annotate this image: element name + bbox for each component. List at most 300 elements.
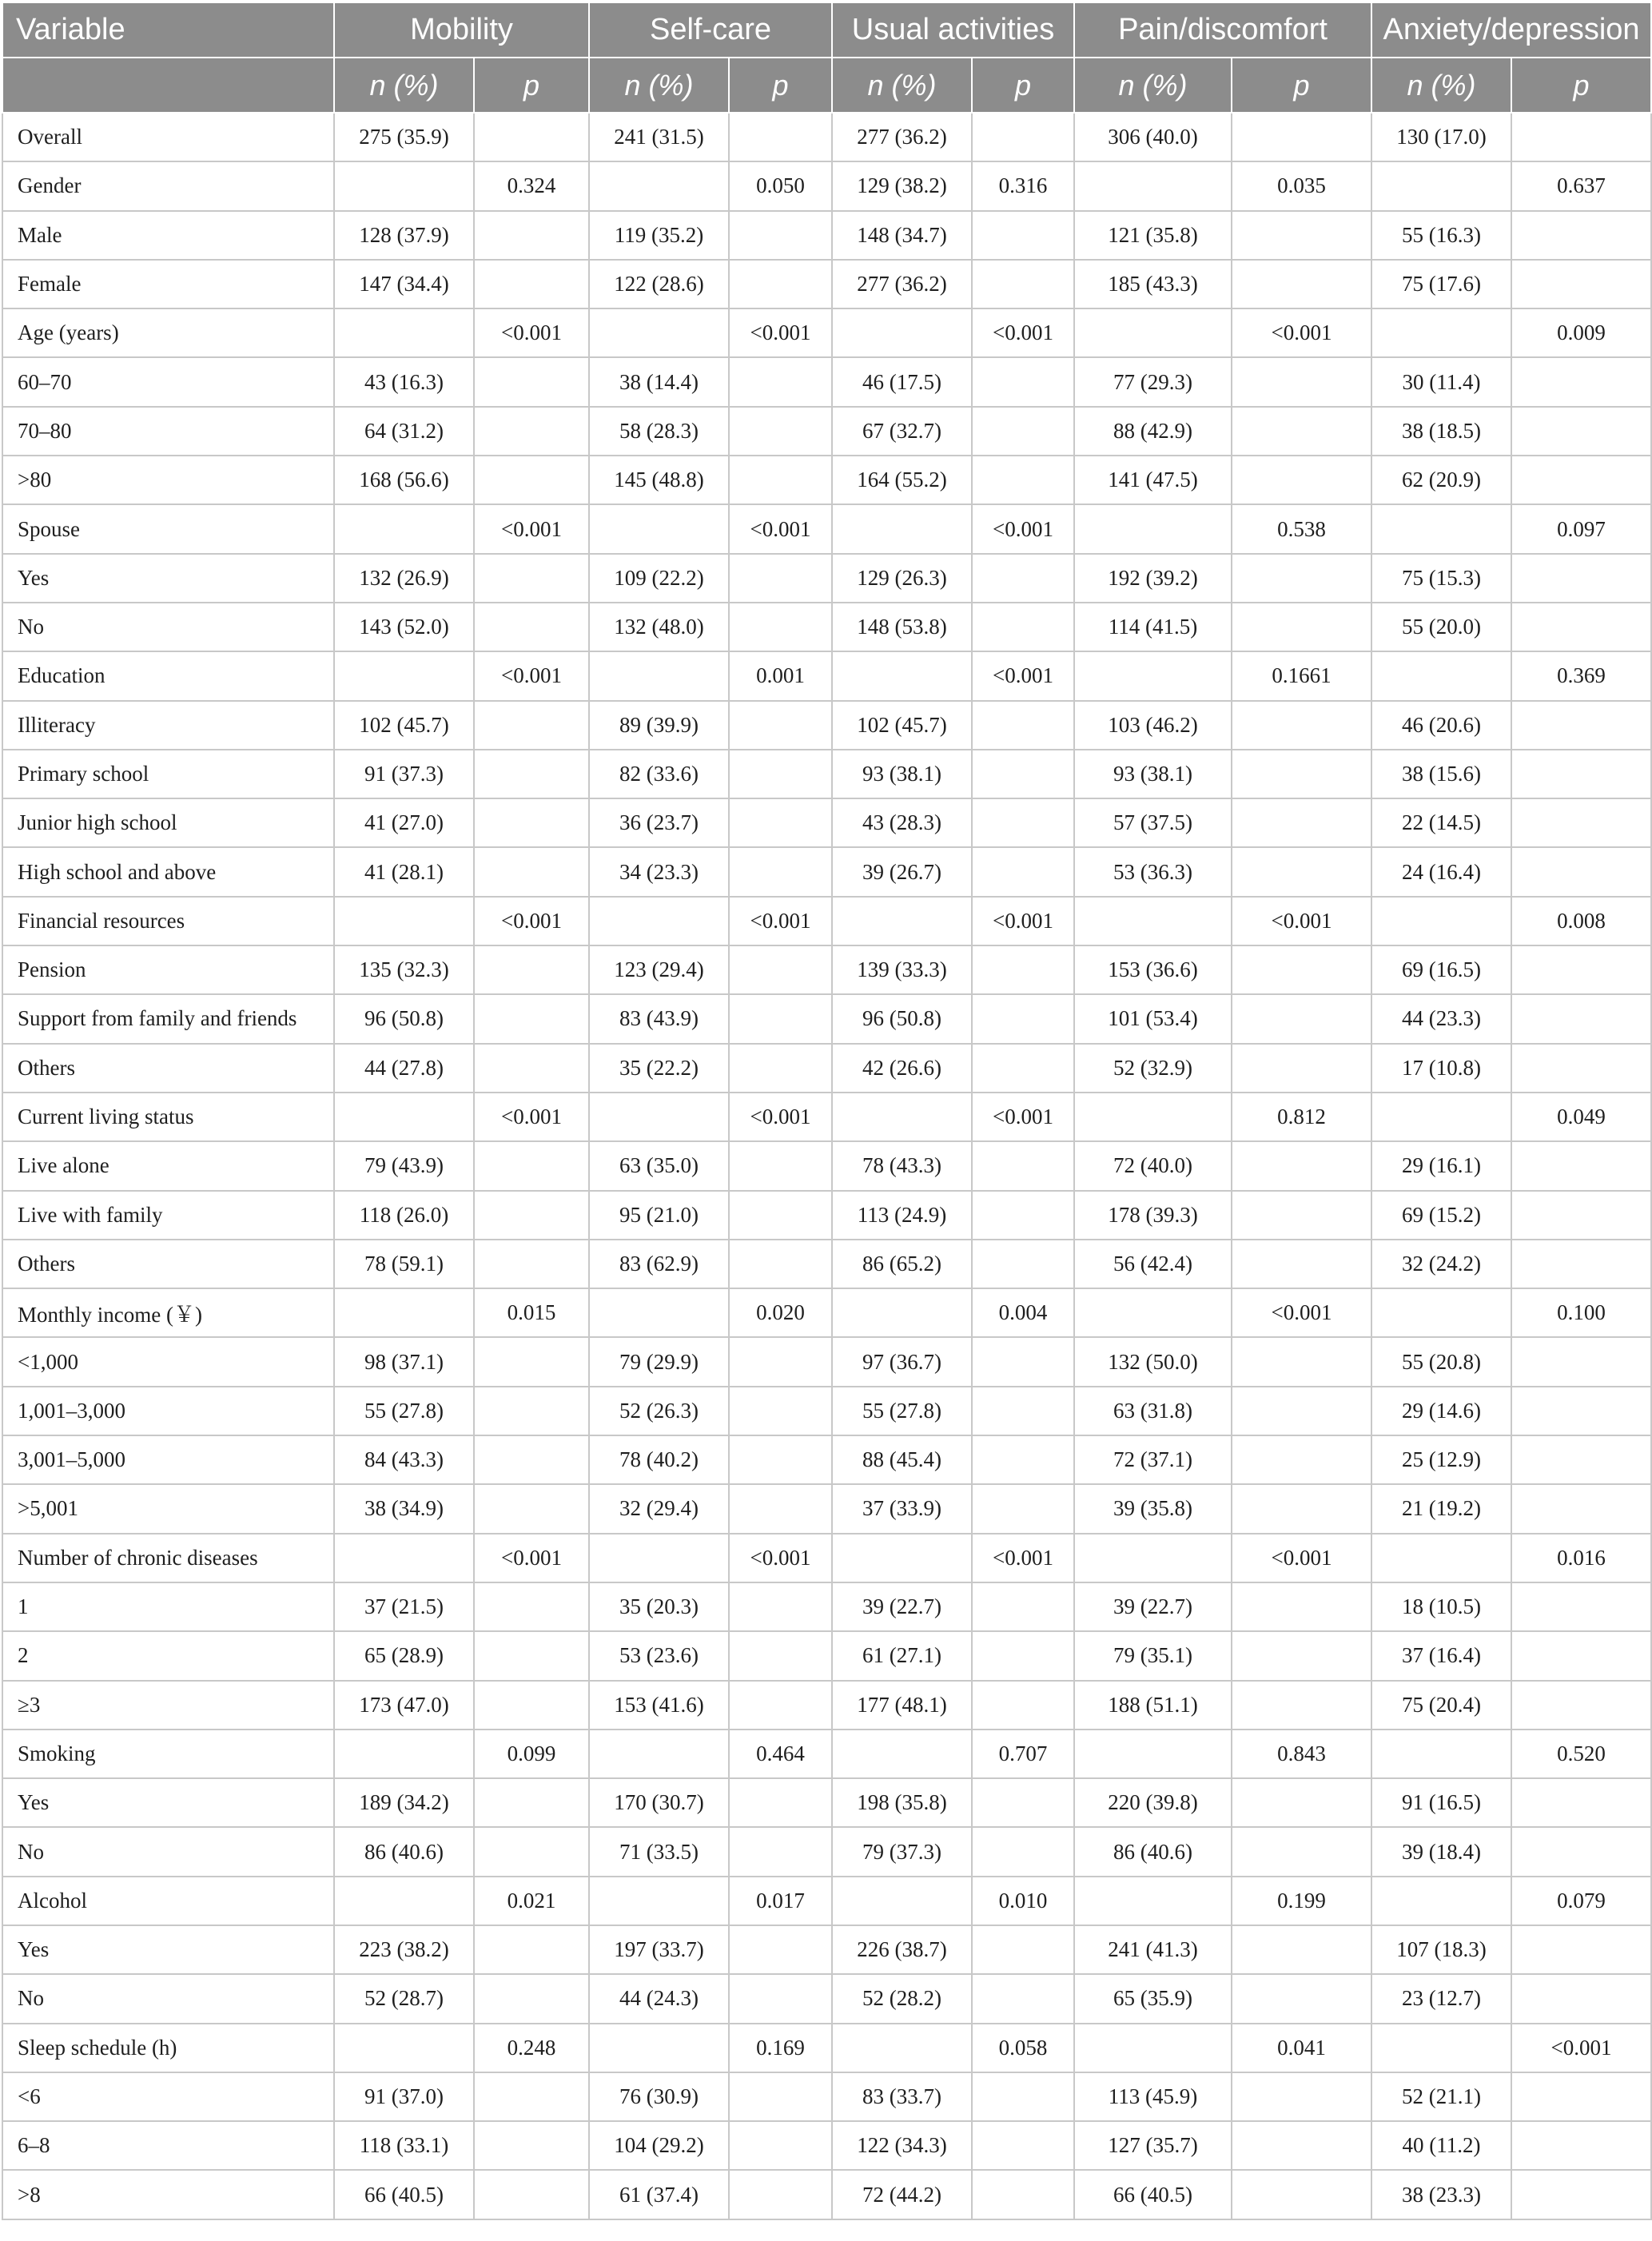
table-row	[2, 701, 1651, 750]
cell-p-value: <0.001	[972, 897, 1074, 945]
cell-p-value	[1232, 1044, 1371, 1093]
cell-n-percent: 148 (34.7)	[832, 211, 972, 260]
cell-p-value: 0.009	[1511, 308, 1651, 357]
table-row	[2, 1337, 1651, 1386]
cell-n-percent: 66 (40.5)	[1074, 2170, 1232, 2219]
header-n-percent: n (%)	[832, 58, 972, 113]
cell-n-percent	[334, 1288, 474, 1337]
cell-p-value	[972, 798, 1074, 847]
cell-n-percent: 46 (17.5)	[832, 357, 972, 406]
cell-p-value	[1511, 1337, 1651, 1386]
cell-n-percent: 61 (27.1)	[832, 1631, 972, 1680]
cell-p-value	[1511, 1435, 1651, 1484]
cell-n-percent: 79 (35.1)	[1074, 1631, 1232, 1680]
table-row	[2, 750, 1651, 798]
cell-n-percent: 79 (29.9)	[589, 1337, 729, 1386]
cell-p-value: 0.079	[1511, 1877, 1651, 1925]
row-label: Monthly income (￥)	[2, 1288, 334, 1337]
cell-p-value	[1232, 1681, 1371, 1730]
cell-n-percent: 52 (21.1)	[1371, 2072, 1511, 2121]
cell-p-value	[729, 798, 832, 847]
cell-n-percent: 102 (45.7)	[832, 701, 972, 750]
row-label: No	[2, 603, 334, 651]
cell-p-value: <0.001	[1232, 308, 1371, 357]
cell-n-percent: 88 (42.9)	[1074, 407, 1232, 456]
cell-n-percent: 185 (43.3)	[1074, 260, 1232, 308]
header-row-groups	[2, 2, 1651, 58]
cell-n-percent: 69 (15.2)	[1371, 1191, 1511, 1240]
cell-p-value	[474, 1827, 589, 1876]
cell-p-value	[729, 603, 832, 651]
cell-p-value	[1511, 1827, 1651, 1876]
cell-n-percent: 132 (50.0)	[1074, 1337, 1232, 1386]
cell-n-percent: 38 (14.4)	[589, 357, 729, 406]
cell-n-percent	[1371, 1093, 1511, 1141]
cell-n-percent: 79 (43.9)	[334, 1141, 474, 1190]
cell-n-percent: 65 (28.9)	[334, 1631, 474, 1680]
row-label: 1,001–3,000	[2, 1387, 334, 1435]
cell-p-value: <0.001	[972, 504, 1074, 553]
row-label: Male	[2, 211, 334, 260]
cell-p-value	[474, 1778, 589, 1827]
cell-p-value	[474, 2072, 589, 2121]
table-row	[2, 260, 1651, 308]
cell-n-percent	[589, 1288, 729, 1337]
cell-p-value	[474, 1337, 589, 1386]
cell-p-value	[972, 1778, 1074, 1827]
cell-n-percent: 118 (33.1)	[334, 2121, 474, 2170]
cell-n-percent: 91 (37.3)	[334, 750, 474, 798]
cell-n-percent	[334, 2024, 474, 2072]
cell-p-value	[1511, 260, 1651, 308]
cell-p-value	[972, 456, 1074, 504]
cell-p-value	[1511, 1681, 1651, 1730]
cell-p-value	[1511, 1778, 1651, 1827]
cell-n-percent: 77 (29.3)	[1074, 357, 1232, 406]
cell-p-value	[1232, 1240, 1371, 1288]
cell-p-value: 0.1661	[1232, 651, 1371, 700]
cell-p-value	[729, 1925, 832, 1974]
table-row	[2, 456, 1651, 504]
cell-p-value	[1511, 113, 1651, 161]
cell-p-value	[1232, 1191, 1371, 1240]
cell-n-percent: 98 (37.1)	[334, 1337, 474, 1386]
cell-n-percent: 132 (48.0)	[589, 603, 729, 651]
table-row	[2, 161, 1651, 210]
cell-n-percent: 52 (28.2)	[832, 1974, 972, 2023]
cell-p-value	[729, 1435, 832, 1484]
cell-p-value	[729, 1387, 832, 1435]
cell-n-percent: 41 (28.1)	[334, 847, 474, 896]
cell-n-percent	[832, 1534, 972, 1582]
cell-p-value	[1511, 2072, 1651, 2121]
cell-n-percent	[334, 504, 474, 553]
table-row	[2, 211, 1651, 260]
cell-p-value	[1511, 1582, 1651, 1631]
cell-n-percent: 32 (29.4)	[589, 1484, 729, 1533]
cell-n-percent	[1371, 1730, 1511, 1778]
cell-p-value: <0.001	[729, 308, 832, 357]
cell-n-percent	[832, 2024, 972, 2072]
row-label: Education	[2, 651, 334, 700]
cell-p-value	[474, 1240, 589, 1288]
table-row	[2, 651, 1651, 700]
cell-p-value	[729, 1240, 832, 1288]
table-row	[2, 407, 1651, 456]
cell-n-percent	[832, 1877, 972, 1925]
header-p: p	[1511, 58, 1651, 113]
cell-n-percent: 66 (40.5)	[334, 2170, 474, 2219]
cell-p-value	[972, 1435, 1074, 1484]
cell-p-value	[972, 1044, 1074, 1093]
cell-n-percent: 104 (29.2)	[589, 2121, 729, 2170]
cell-n-percent: 44 (24.3)	[589, 1974, 729, 2023]
cell-p-value: 0.010	[972, 1877, 1074, 1925]
table-row	[2, 1681, 1651, 1730]
cell-n-percent: 71 (33.5)	[589, 1827, 729, 1876]
header-self-care: Self-care	[589, 2, 832, 58]
cell-n-percent: 75 (17.6)	[1371, 260, 1511, 308]
row-label: Support from family and friends	[2, 994, 334, 1043]
cell-p-value	[1232, 456, 1371, 504]
cell-p-value: <0.001	[1232, 1288, 1371, 1337]
cell-p-value	[972, 847, 1074, 896]
table-row	[2, 1484, 1651, 1533]
cell-n-percent: 197 (33.7)	[589, 1925, 729, 1974]
cell-p-value: 0.324	[474, 161, 589, 210]
table-row	[2, 1191, 1651, 1240]
header-n-percent: n (%)	[1371, 58, 1511, 113]
cell-n-percent: 55 (20.0)	[1371, 603, 1511, 651]
cell-n-percent: 53 (36.3)	[1074, 847, 1232, 896]
cell-n-percent: 113 (45.9)	[1074, 2072, 1232, 2121]
cell-n-percent: 148 (53.8)	[832, 603, 972, 651]
header-p: p	[729, 58, 832, 113]
cell-n-percent	[832, 651, 972, 700]
cell-p-value: 0.001	[729, 651, 832, 700]
cell-p-value	[1232, 1141, 1371, 1190]
cell-p-value: <0.001	[972, 1534, 1074, 1582]
row-label: <1,000	[2, 1337, 334, 1386]
cell-p-value	[1511, 211, 1651, 260]
cell-p-value	[474, 994, 589, 1043]
cell-n-percent: 164 (55.2)	[832, 456, 972, 504]
row-label: Number of chronic diseases	[2, 1534, 334, 1582]
cell-n-percent: 37 (21.5)	[334, 1582, 474, 1631]
header-variable: Variable	[2, 2, 334, 58]
cell-p-value: <0.001	[474, 308, 589, 357]
cell-n-percent: 78 (43.3)	[832, 1141, 972, 1190]
cell-n-percent	[1371, 651, 1511, 700]
cell-n-percent: 72 (40.0)	[1074, 1141, 1232, 1190]
cell-p-value	[474, 701, 589, 750]
cell-n-percent	[589, 308, 729, 357]
table-row	[2, 504, 1651, 553]
row-label: Smoking	[2, 1730, 334, 1778]
cell-n-percent: 52 (28.7)	[334, 1974, 474, 2023]
cell-p-value	[1232, 357, 1371, 406]
cell-p-value	[1232, 260, 1371, 308]
cell-n-percent: 44 (27.8)	[334, 1044, 474, 1093]
cell-p-value	[474, 456, 589, 504]
cell-n-percent: 55 (16.3)	[1371, 211, 1511, 260]
cell-p-value	[1511, 1387, 1651, 1435]
cell-p-value	[1232, 945, 1371, 994]
cell-n-percent: 57 (37.5)	[1074, 798, 1232, 847]
cell-p-value	[972, 1631, 1074, 1680]
cell-p-value	[1232, 2072, 1371, 2121]
table-row	[2, 994, 1651, 1043]
cell-p-value	[972, 750, 1074, 798]
cell-n-percent: 132 (26.9)	[334, 554, 474, 603]
cell-n-percent: 72 (37.1)	[1074, 1435, 1232, 1484]
cell-n-percent: 56 (42.4)	[1074, 1240, 1232, 1288]
cell-n-percent	[334, 1730, 474, 1778]
row-label: Yes	[2, 1778, 334, 1827]
cell-n-percent: 122 (34.3)	[832, 2121, 972, 2170]
cell-n-percent: 93 (38.1)	[1074, 750, 1232, 798]
cell-p-value	[729, 945, 832, 994]
row-label: No	[2, 1974, 334, 2023]
cell-p-value	[729, 1337, 832, 1386]
row-label: No	[2, 1827, 334, 1876]
cell-p-value	[729, 1827, 832, 1876]
row-label: Yes	[2, 554, 334, 603]
cell-p-value	[1232, 2170, 1371, 2219]
cell-n-percent: 168 (56.6)	[334, 456, 474, 504]
header-n-percent: n (%)	[1074, 58, 1232, 113]
cell-n-percent: 40 (11.2)	[1371, 2121, 1511, 2170]
cell-n-percent: 103 (46.2)	[1074, 701, 1232, 750]
cell-n-percent: 135 (32.3)	[334, 945, 474, 994]
cell-n-percent: 96 (50.8)	[832, 994, 972, 1043]
cell-p-value: <0.001	[729, 504, 832, 553]
cell-n-percent: 95 (21.0)	[589, 1191, 729, 1240]
cell-p-value	[1232, 211, 1371, 260]
table-row	[2, 603, 1651, 651]
cell-n-percent: 34 (23.3)	[589, 847, 729, 896]
cell-n-percent: 38 (15.6)	[1371, 750, 1511, 798]
cell-n-percent: 96 (50.8)	[334, 994, 474, 1043]
cell-n-percent: 84 (43.3)	[334, 1435, 474, 1484]
cell-n-percent: 62 (20.9)	[1371, 456, 1511, 504]
cell-p-value	[972, 1387, 1074, 1435]
results-table	[2, 2, 1652, 2220]
cell-p-value	[729, 554, 832, 603]
table-row	[2, 1925, 1651, 1974]
cell-n-percent	[1074, 1093, 1232, 1141]
cell-n-percent: 170 (30.7)	[589, 1778, 729, 1827]
cell-n-percent	[334, 1534, 474, 1582]
cell-n-percent: 129 (26.3)	[832, 554, 972, 603]
cell-p-value	[1511, 798, 1651, 847]
cell-p-value	[972, 1827, 1074, 1876]
cell-p-value	[972, 1191, 1074, 1240]
cell-n-percent: 114 (41.5)	[1074, 603, 1232, 651]
cell-n-percent: 46 (20.6)	[1371, 701, 1511, 750]
cell-n-percent: 32 (24.2)	[1371, 1240, 1511, 1288]
cell-n-percent: 38 (23.3)	[1371, 2170, 1511, 2219]
cell-p-value	[729, 1044, 832, 1093]
cell-n-percent: 39 (22.7)	[1074, 1582, 1232, 1631]
cell-p-value	[474, 1141, 589, 1190]
cell-p-value	[474, 1582, 589, 1631]
table-row	[2, 1582, 1651, 1631]
cell-p-value	[729, 1141, 832, 1190]
cell-n-percent: 35 (22.2)	[589, 1044, 729, 1093]
cell-p-value: 0.004	[972, 1288, 1074, 1337]
header-n-percent: n (%)	[334, 58, 474, 113]
cell-n-percent: 173 (47.0)	[334, 1681, 474, 1730]
cell-p-value	[474, 1681, 589, 1730]
cell-n-percent: 39 (35.8)	[1074, 1484, 1232, 1533]
cell-p-value	[972, 994, 1074, 1043]
table-row	[2, 1141, 1651, 1190]
cell-p-value	[729, 113, 832, 161]
cell-n-percent: 121 (35.8)	[1074, 211, 1232, 260]
cell-p-value: <0.001	[729, 897, 832, 945]
cell-n-percent: 241 (31.5)	[589, 113, 729, 161]
table-row	[2, 1093, 1651, 1141]
cell-n-percent	[1371, 1534, 1511, 1582]
cell-n-percent: 39 (22.7)	[832, 1582, 972, 1631]
cell-p-value	[474, 1191, 589, 1240]
cell-p-value	[972, 603, 1074, 651]
cell-n-percent: 89 (39.9)	[589, 701, 729, 750]
table-row	[2, 2121, 1651, 2170]
cell-n-percent: 79 (37.3)	[832, 1827, 972, 1876]
cell-n-percent: 277 (36.2)	[832, 113, 972, 161]
cell-n-percent: 37 (16.4)	[1371, 1631, 1511, 1680]
cell-n-percent: 113 (24.9)	[832, 1191, 972, 1240]
cell-n-percent: 53 (23.6)	[589, 1631, 729, 1680]
cell-n-percent: 43 (16.3)	[334, 357, 474, 406]
cell-n-percent	[1371, 1877, 1511, 1925]
cell-n-percent: 226 (38.7)	[832, 1925, 972, 1974]
cell-p-value	[1511, 1044, 1651, 1093]
cell-p-value	[729, 847, 832, 896]
cell-p-value: <0.001	[1232, 897, 1371, 945]
cell-n-percent	[1074, 1730, 1232, 1778]
cell-n-percent: 153 (36.6)	[1074, 945, 1232, 994]
cell-p-value	[972, 1681, 1074, 1730]
row-label: Junior high school	[2, 798, 334, 847]
cell-n-percent	[589, 1534, 729, 1582]
cell-n-percent: 38 (18.5)	[1371, 407, 1511, 456]
cell-n-percent	[589, 651, 729, 700]
cell-p-value: 0.017	[729, 1877, 832, 1925]
cell-n-percent	[1074, 897, 1232, 945]
cell-p-value	[1232, 701, 1371, 750]
cell-p-value	[474, 750, 589, 798]
cell-p-value: 0.538	[1232, 504, 1371, 553]
cell-p-value	[729, 994, 832, 1043]
row-label: <6	[2, 2072, 334, 2121]
cell-p-value	[1511, 994, 1651, 1043]
cell-p-value	[972, 1337, 1074, 1386]
table-body	[2, 113, 1651, 2219]
row-label: 3,001–5,000	[2, 1435, 334, 1484]
row-label: Illiteracy	[2, 701, 334, 750]
cell-p-value	[972, 407, 1074, 456]
table-row	[2, 1387, 1651, 1435]
cell-p-value	[1232, 1631, 1371, 1680]
cell-p-value: <0.001	[972, 308, 1074, 357]
cell-p-value: 0.050	[729, 161, 832, 210]
cell-p-value: 0.100	[1511, 1288, 1651, 1337]
cell-n-percent: 37 (33.9)	[832, 1484, 972, 1533]
cell-n-percent: 65 (35.9)	[1074, 1974, 1232, 2023]
header-p: p	[972, 58, 1074, 113]
cell-p-value	[1511, 1974, 1651, 2023]
cell-p-value	[474, 1631, 589, 1680]
cell-p-value	[972, 945, 1074, 994]
cell-p-value	[1232, 407, 1371, 456]
cell-p-value	[1511, 1631, 1651, 1680]
cell-p-value	[729, 701, 832, 750]
cell-p-value	[1232, 1974, 1371, 2023]
table-row	[2, 1974, 1651, 2023]
cell-p-value: 0.008	[1511, 897, 1651, 945]
cell-n-percent: 61 (37.4)	[589, 2170, 729, 2219]
table-row	[2, 1631, 1651, 1680]
cell-n-percent: 43 (28.3)	[832, 798, 972, 847]
cell-p-value	[972, 701, 1074, 750]
cell-n-percent	[1074, 1534, 1232, 1582]
cell-n-percent: 97 (36.7)	[832, 1337, 972, 1386]
cell-p-value: 0.099	[474, 1730, 589, 1778]
table-row	[2, 847, 1651, 896]
cell-p-value	[1511, 357, 1651, 406]
cell-p-value	[972, 113, 1074, 161]
cell-p-value	[474, 113, 589, 161]
cell-p-value	[1511, 1191, 1651, 1240]
cell-n-percent: 63 (35.0)	[589, 1141, 729, 1190]
cell-n-percent: 91 (16.5)	[1371, 1778, 1511, 1827]
row-label: Pension	[2, 945, 334, 994]
cell-n-percent: 220 (39.8)	[1074, 1778, 1232, 1827]
cell-n-percent	[334, 1877, 474, 1925]
cell-n-percent: 177 (48.1)	[832, 1681, 972, 1730]
cell-n-percent	[832, 1730, 972, 1778]
cell-p-value: 0.169	[729, 2024, 832, 2072]
header-anxiety-depression: Anxiety/depression	[1371, 2, 1651, 58]
cell-p-value	[1511, 701, 1651, 750]
header-p: p	[1232, 58, 1371, 113]
cell-p-value	[972, 1484, 1074, 1533]
cell-n-percent	[1074, 161, 1232, 210]
cell-n-percent	[1074, 504, 1232, 553]
cell-p-value: 0.021	[474, 1877, 589, 1925]
cell-p-value	[474, 1044, 589, 1093]
cell-n-percent	[589, 1730, 729, 1778]
table-row	[2, 2170, 1651, 2219]
cell-p-value	[474, 1484, 589, 1533]
cell-p-value	[1232, 554, 1371, 603]
cell-p-value	[729, 2170, 832, 2219]
cell-p-value	[729, 2072, 832, 2121]
cell-n-percent	[1371, 1288, 1511, 1337]
cell-n-percent	[1074, 2024, 1232, 2072]
cell-n-percent: 128 (37.9)	[334, 211, 474, 260]
cell-p-value	[1511, 847, 1651, 896]
cell-p-value	[972, 357, 1074, 406]
row-label: Gender	[2, 161, 334, 210]
cell-p-value	[972, 1141, 1074, 1190]
cell-p-value	[1232, 113, 1371, 161]
cell-n-percent: 139 (33.3)	[832, 945, 972, 994]
cell-p-value: 0.020	[729, 1288, 832, 1337]
